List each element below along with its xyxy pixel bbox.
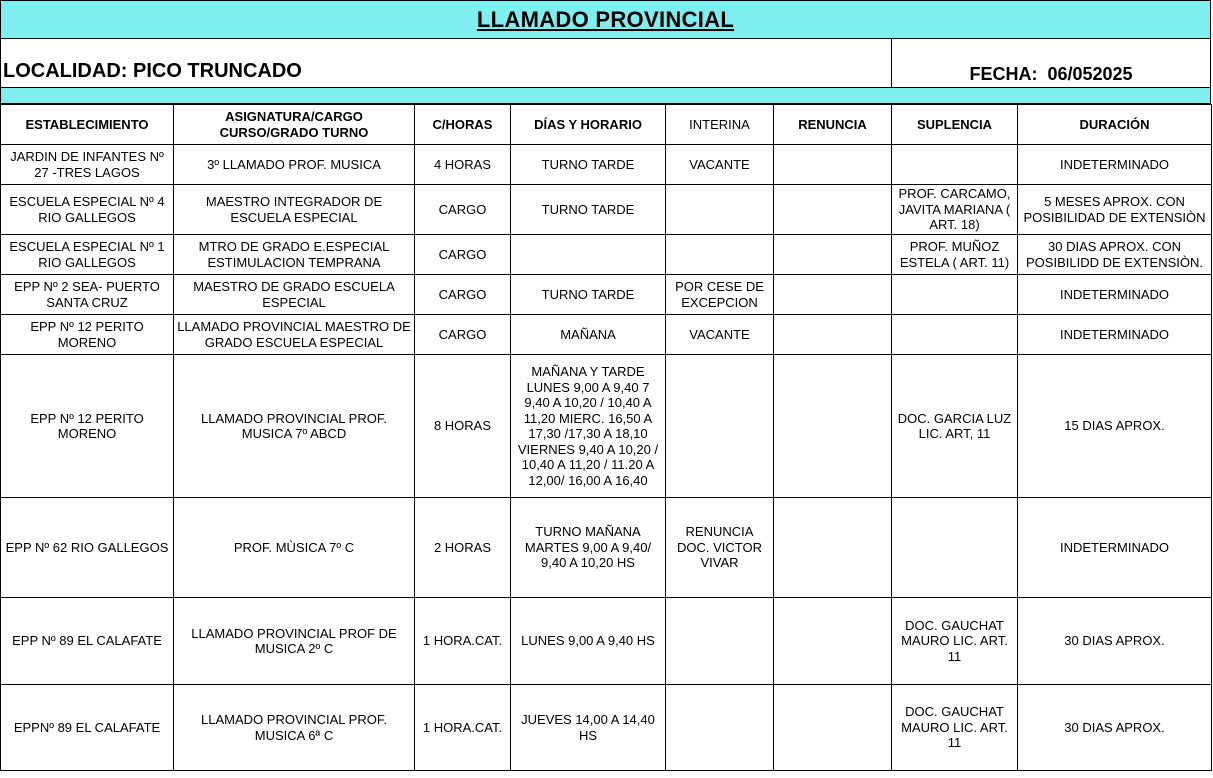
cell-suplencia: DOC. GAUCHAT MAURO LIC. ART. 11 (892, 685, 1018, 771)
cell-suplencia: PROF. CARCAMO, JAVITA MARIANA ( ART. 18) (892, 185, 1018, 235)
document-title: LLAMADO PROVINCIAL (476, 6, 735, 32)
cell-horas: 8 HORAS (415, 355, 511, 498)
positions-table (0, 104, 1212, 771)
cell-suplencia (892, 145, 1018, 185)
col-header-horas: C/HORAS (415, 105, 511, 145)
cell-suplencia (892, 275, 1018, 315)
cell-dias: MAÑANA Y TARDE LUNES 9,00 A 9,40 7 9,40 A 10,20 / 10,40 A 11,20 MIERC. 16,50 A 17,30 /17,30 A 18,10 VIERNES 9,40 A 10,20 / 10,40 A 11,20 / 11.20 A 12,00/ 16,00 A 16,40 (511, 355, 666, 498)
cell-establecimiento: EPP Nº 89 EL CALAFATE (1, 598, 174, 685)
table-row (1, 185, 1212, 235)
cell-dias: JUEVES 14,00 A 14,40 HS (511, 685, 666, 771)
cell-horas: CARGO (415, 185, 511, 235)
separator-strip (0, 88, 1211, 104)
table-row (1, 145, 1212, 185)
cell-duracion: 30 DIAS APROX. (1018, 685, 1212, 771)
table-row (1, 275, 1212, 315)
localidad-text: LOCALIDAD: PICO TRUNCADO (3, 60, 302, 82)
cell-asignatura: MAESTRO INTEGRADOR DE ESCUELA ESPECIAL (174, 185, 415, 235)
cell-dias: MAÑANA (511, 315, 666, 355)
cell-horas: 4 HORAS (415, 145, 511, 185)
col-header-establecimiento: ESTABLECIMIENTO (1, 105, 174, 145)
cell-renuncia (774, 145, 892, 185)
cell-duracion: 15 DIAS APROX. (1018, 355, 1212, 498)
cell-asignatura: LLAMADO PROVINCIAL PROF. MUSICA 7º ABCD (174, 355, 415, 498)
cell-horas: 2 HORAS (415, 498, 511, 598)
cell-renuncia (774, 185, 892, 235)
cell-horas: 1 HORA.CAT. (415, 685, 511, 771)
col-header-dias: DÍAS Y HORARIO (511, 105, 666, 145)
cell-dias: TURNO TARDE (511, 145, 666, 185)
cell-establecimiento: ESCUELA ESPECIAL Nº 1 RIO GALLEGOS (1, 235, 174, 275)
cell-horas: CARGO (415, 235, 511, 275)
cell-asignatura: MTRO DE GRADO E.ESPECIAL ESTIMULACION TEMPRANA (174, 235, 415, 275)
col-header-asignatura-line1: ASIGNATURA/CARGO (225, 109, 363, 124)
cell-suplencia (892, 315, 1018, 355)
cell-suplencia: DOC. GARCIA LUZ LIC. ART, 11 (892, 355, 1018, 498)
col-header-duracion: DURACIÓN (1018, 105, 1212, 145)
cell-establecimiento: EPP Nº 2 SEA- PUERTO SANTA CRUZ (1, 275, 174, 315)
cell-renuncia (774, 685, 892, 771)
fecha-value: 06/052025 (1047, 64, 1133, 84)
cell-asignatura: PROF. MÙSICA 7º C (174, 498, 415, 598)
cell-dias: LUNES 9,00 A 9,40 HS (511, 598, 666, 685)
cell-horas: CARGO (415, 315, 511, 355)
cell-establecimiento: JARDIN DE INFANTES Nº 27 -TRES LAGOS (1, 145, 174, 185)
header-row (1, 105, 1212, 145)
cell-duracion: 5 MESES APROX. CON POSIBILIDAD DE EXTENSIÒN (1018, 185, 1212, 235)
cell-asignatura: MAESTRO DE GRADO ESCUELA ESPECIAL (174, 275, 415, 315)
cell-dias (511, 235, 666, 275)
cell-interina (666, 235, 774, 275)
table-row (1, 315, 1212, 355)
col-header-renuncia: RENUNCIA (774, 105, 892, 145)
cell-establecimiento: EPP Nº 12 PERITO MORENO (1, 355, 174, 498)
table-row (1, 355, 1212, 498)
info-row (0, 39, 1211, 88)
title-bar (0, 0, 1211, 39)
cell-duracion: 30 DIAS APROX. CON POSIBILIDD DE EXTENSIÒN. (1018, 235, 1212, 275)
col-header-asignatura-line2: CURSO/GRADO TURNO (219, 124, 369, 140)
table-row (1, 685, 1212, 771)
cell-renuncia (774, 235, 892, 275)
cell-renuncia (774, 598, 892, 685)
table-row (1, 498, 1212, 598)
cell-renuncia (774, 355, 892, 498)
cell-asignatura: 3º LLAMADO PROF. MUSICA (174, 145, 415, 185)
cell-dias: TURNO TARDE (511, 185, 666, 235)
col-header-interina: INTERINA (666, 105, 774, 145)
cell-renuncia (774, 275, 892, 315)
cell-duracion: INDETERMINADO (1018, 275, 1212, 315)
cell-asignatura: LLAMADO PROVINCIAL MAESTRO DE GRADO ESCUELA ESPECIAL (174, 315, 415, 355)
cell-suplencia: PROF. MUÑOZ ESTELA ( ART. 11) (892, 235, 1018, 275)
cell-establecimiento: EPP Nº 62 RIO GALLEGOS (1, 498, 174, 598)
cell-interina: VACANTE (666, 315, 774, 355)
cell-interina: VACANTE (666, 145, 774, 185)
cell-establecimiento: EPPNº 89 EL CALAFATE (1, 685, 174, 771)
table-row (1, 235, 1212, 275)
cell-interina (666, 685, 774, 771)
cell-establecimiento: EPP Nº 12 PERITO MORENO (1, 315, 174, 355)
cell-renuncia (774, 498, 892, 598)
fecha-cell (892, 39, 1210, 87)
cell-interina: RENUNCIA DOC. VICTOR VIVAR (666, 498, 774, 598)
cell-renuncia (774, 315, 892, 355)
cell-establecimiento: ESCUELA ESPECIAL Nº 4 RIO GALLEGOS (1, 185, 174, 235)
cell-interina (666, 598, 774, 685)
fecha-label: FECHA: (969, 64, 1038, 84)
cell-duracion: INDETERMINADO (1018, 315, 1212, 355)
localidad-cell (1, 39, 892, 87)
cell-suplencia (892, 498, 1018, 598)
table-row (1, 598, 1212, 685)
cell-horas: 1 HORA.CAT. (415, 598, 511, 685)
cell-duracion: 30 DIAS APROX. (1018, 598, 1212, 685)
cell-dias: TURNO TARDE (511, 275, 666, 315)
cell-dias: TURNO MAÑANA MARTES 9,00 A 9,40/ 9,40 A 10,20 HS (511, 498, 666, 598)
cell-asignatura: LLAMADO PROVINCIAL PROF DE MUSICA 2º C (174, 598, 415, 685)
cell-interina (666, 355, 774, 498)
cell-asignatura: LLAMADO PROVINCIAL PROF. MUSICA 6ª C (174, 685, 415, 771)
col-header-asignatura (174, 105, 415, 145)
cell-duracion: INDETERMINADO (1018, 145, 1212, 185)
cell-interina: POR CESE DE EXCEPCION (666, 275, 774, 315)
cell-duracion: INDETERMINADO (1018, 498, 1212, 598)
cell-interina (666, 185, 774, 235)
cell-suplencia: DOC. GAUCHAT MAURO LIC. ART. 11 (892, 598, 1018, 685)
cell-horas: CARGO (415, 275, 511, 315)
col-header-suplencia: SUPLENCIA (892, 105, 1018, 145)
